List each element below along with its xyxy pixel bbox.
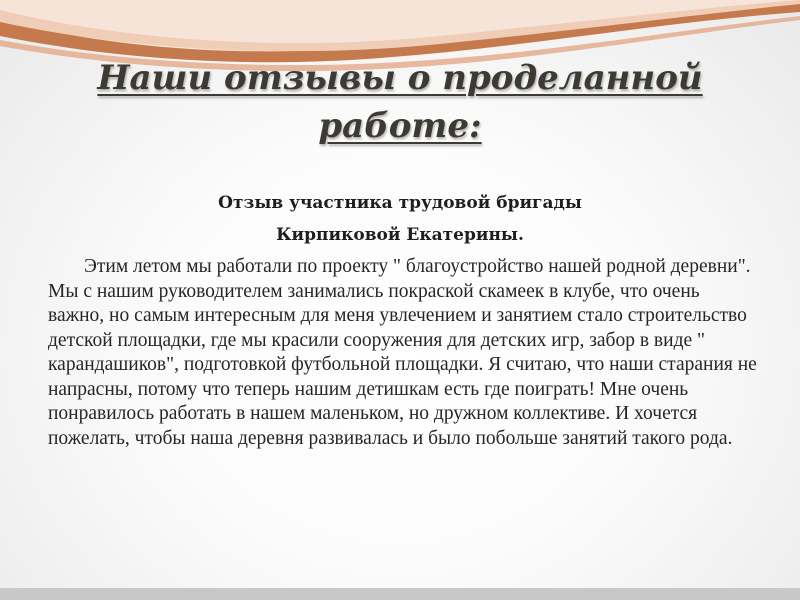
bottom-bar bbox=[0, 588, 800, 600]
subtitle-line-1: Отзыв участника трудовой бригады bbox=[218, 193, 582, 213]
slide-title: Наши отзывы о проделанной работе: bbox=[97, 58, 703, 146]
review-body-text: Этим летом мы работали по проекту " благоустройство нашей родной деревни". Мы с нашим руководителем занимались покраской скамеек в клубе, что очень важно, но самым интересным для меня увлечением и занятием стало строительство детской площадки, где мы красили сооружения для детских игр, забор в виде " карандашиков", подготовкой футбольной площадки. Я считаю, что наши старания не напрасны, потому что теперь нашим детишкам есть где поиграть! Мне очень понравилось работать в нашем маленьком, но дружном коллективе. И хочется пожелать, чтобы наша деревня развивалась и было побольше занятий такого рода. bbox=[48, 256, 757, 449]
subtitle-line-2: Кирпиковой Екатерины. bbox=[276, 225, 524, 245]
